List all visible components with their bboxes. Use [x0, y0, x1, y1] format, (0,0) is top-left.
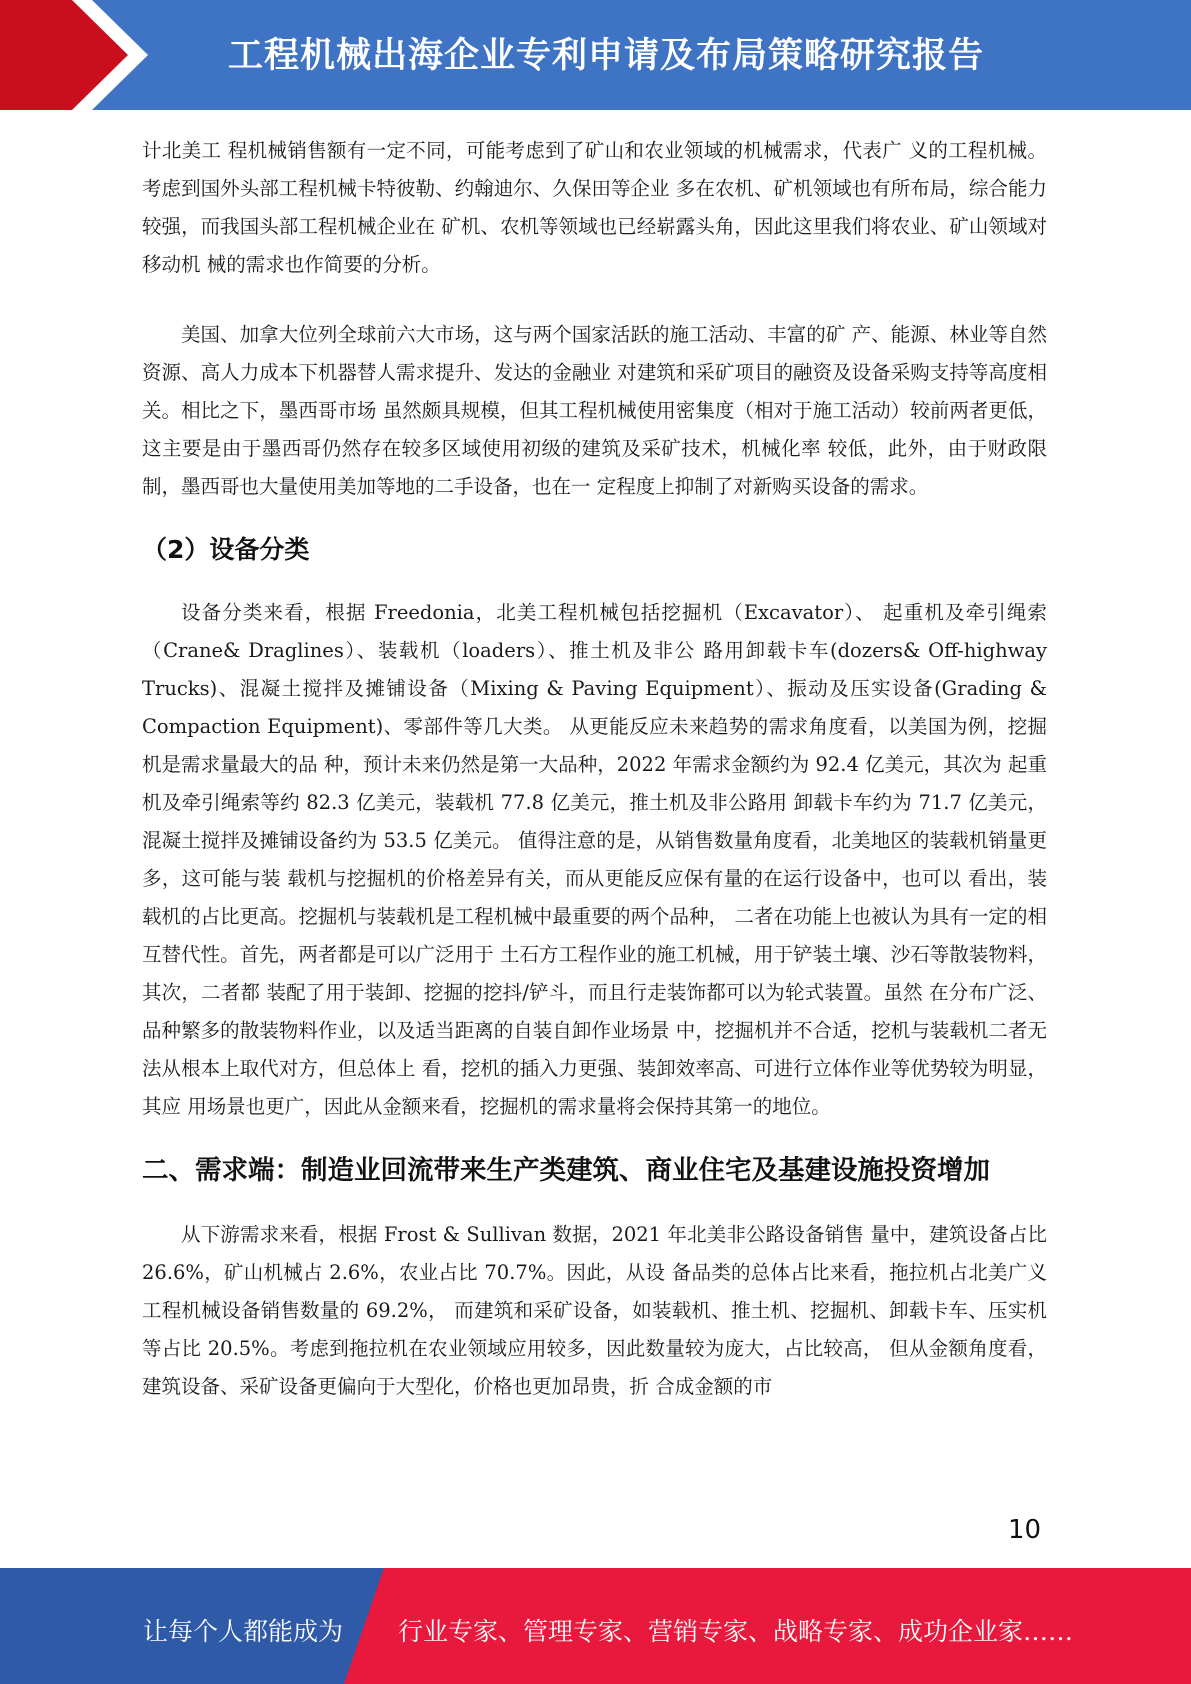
paragraph-intro: 计北美工 程机械销售额有一定不同，可能考虑到了矿山和农业领域的机械需求，代表广 义的工程机械。考虑到国外头部工程机械卡特彼勒、约翰迪尔、久保田等企业 多在农机、矿机领域也有所布局，综合能力较强，而我国头部工程机械企业在 矿机、农机等领域也已经崭露头角，因此这里我们将农业、矿山领域对移动机 械的需求也作简要的分析。: [142, 139, 1047, 276]
page-content: [142, 132, 1047, 1406]
footer-slogan-left: 让每个人都能成为: [143, 1617, 344, 1646]
section-heading: 二、需求端：制造业回流带来生产类建筑、商业住宅及基建设施投资增加: [142, 1155, 990, 1186]
paragraph-demand: 从下游需求来看，根据 Frost & Sullivan 数据，2021 年北美非公路设备销售 量中，建筑设备占比 26.6%，矿山机械占 2.6%，农业占比 70.7%。因此，从设 备品类的总体占比来看，拖拉机占北美广义工程机械设备销售数量的 69.2%， 而建筑和采矿设备，如装载机、推土机、挖掘机、卸载卡车、压实机等占比 20.5%。考虑到拖拉机在农业领域应用较多，因此数量较为庞大，占比较高， 但从金额角度看，建筑设备、采矿设备更偏向于大型化，价格也更加昂贵，折 合成金额的市: [142, 1223, 1047, 1398]
page-number: 10: [1008, 1515, 1042, 1545]
paragraph-equipment-classification: 设备分类来看，根据 Freedonia，北美工程机械包括挖掘机（Excavator）、 起重机及牵引绳索（Crane& Draglines）、装载机（loaders）、推土机及非公 路用卸载卡车(dozers& Off-highway Trucks)、混凝土搅拌及摊铺设备（Mixing & Paving Equipment）、振动及压实设备(Grading & Compaction Equipment)、零部件等几大类。 从更能反应未来趋势的需求角度看，以美国为例，挖掘机是需求量最大的品 种，预计未来仍然是第一大品种，2022 年需求金额约为 92.4 亿美元，其次为 起重机及牵引绳索等约 82.3 亿美元，装载机 77.8 亿美元，推土机及非公路用 卸载卡车约为 71.7 亿美元，混凝土搅拌及摊铺设备约为 53.5 亿美元。 值得注意的是，从销售数量角度看，北美地区的装载机销量更多，这可能与装 载机与挖掘机的价格差异有关，而从更能反应保有量的在运行设备中，也可以 看出，装载机的占比更高。挖掘机与装载机是工程机械中最重要的两个品种， 二者在功能上也被认为具有一定的相互替代性。首先，两者都是可以广泛用于 土石方工程作业的施工机械，用于铲装土壤、沙石等散装物料，其次，二者都 装配了用于装卸、挖掘的挖抖/铲斗，而且行走装饰都可以为轮式装置。虽然 在分布广泛、品种繁多的散装物料作业，以及适当距离的自装自卸作业场景 中，挖掘机并不合适，挖机与装载机二者无法从根本上取代对方，但总体上 看，挖机的插入力更强、装卸效率高、可进行立体作业等优势较为明显，其应 用场景也更广，因此从金额来看，挖掘机的需求量将会保持其第一的地位。: [142, 601, 1047, 1118]
report-title: 工程机械出海企业专利申请及布局策略研究报告: [228, 36, 985, 76]
page-footer: [0, 1568, 1191, 1684]
footer-slogan-right: 行业专家、管理专家、营销专家、战略专家、成功企业家……: [398, 1617, 1074, 1646]
paragraph-markets: 美国、加拿大位列全球前六大市场，这与两个国家活跃的施工活动、丰富的矿 产、能源、林业等自然资源、高人力成本下机器替人需求提升、发达的金融业 对建筑和采矿项目的融资及设备采购支持等高度相关。相比之下，墨西哥市场 虽然颇具规模，但其工程机械使用密集度（相对于施工活动）较前两者更低， 这主要是由于墨西哥仍然存在较多区域使用初级的建筑及采矿技术，机械化率 较低，此外，由于财政限制，墨西哥也大量使用美加等地的二手设备，也在一 定程度上抑制了对新购买设备的需求。: [142, 323, 1047, 498]
header-chevron-icon: [0, 0, 160, 110]
page-header: [0, 0, 1191, 110]
section-subheading: （2）设备分类: [142, 535, 310, 564]
